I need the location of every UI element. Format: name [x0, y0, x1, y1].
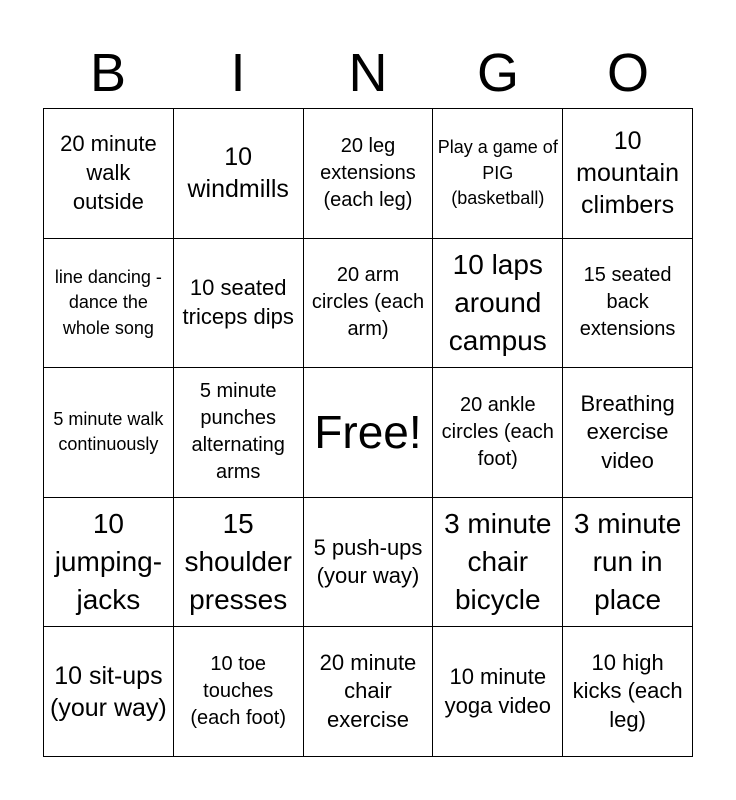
bingo-cell[interactable]: 20 leg extensions (each leg) — [304, 109, 434, 239]
bingo-cell[interactable]: 3 minute chair bicycle — [433, 498, 563, 628]
bingo-cell[interactable]: 5 minute walk continuously — [44, 368, 174, 498]
bingo-cell[interactable]: 10 sit-ups (your way) — [44, 627, 174, 757]
bingo-cell[interactable]: 10 toe touches (each foot) — [174, 627, 304, 757]
bingo-cell[interactable]: 10 seated triceps dips — [174, 239, 304, 369]
bingo-cell[interactable]: Play a game of PIG (basketball) — [433, 109, 563, 239]
bingo-cell[interactable]: 20 ankle circles (each foot) — [433, 368, 563, 498]
header-letter-n: N — [348, 43, 388, 103]
bingo-board — [43, 108, 693, 757]
bingo-cell[interactable]: Breathing exercise video — [563, 368, 693, 498]
bingo-cell[interactable]: 5 push-ups (your way) — [304, 498, 434, 628]
bingo-cell[interactable]: 10 minute yoga video — [433, 627, 563, 757]
header-letter-b: B — [89, 43, 127, 103]
bingo-cell[interactable]: 10 windmills — [174, 109, 304, 239]
bingo-cell[interactable]: 20 arm circles (each arm) — [304, 239, 434, 369]
bingo-header — [43, 38, 693, 108]
header-letter-i: I — [230, 43, 246, 103]
bingo-cell[interactable]: 15 seated back extensions — [563, 239, 693, 369]
bingo-cell[interactable]: 15 shoulder presses — [174, 498, 304, 628]
bingo-cell[interactable]: 10 laps around campus — [433, 239, 563, 369]
header-letter-o: O — [606, 43, 649, 103]
bingo-cell[interactable]: 5 minute punches alternating arms — [174, 368, 304, 498]
free-space-cell[interactable]: Free! — [304, 368, 434, 498]
header-letter-g: G — [476, 43, 519, 103]
bingo-cell[interactable]: 20 minute chair exercise — [304, 627, 434, 757]
bingo-cell[interactable]: 10 high kicks (each leg) — [563, 627, 693, 757]
bingo-cell[interactable]: line dancing -dance the whole song — [44, 239, 174, 369]
bingo-cell[interactable]: 10 jumping-jacks — [44, 498, 174, 628]
bingo-cell[interactable]: 10 mountain climbers — [563, 109, 693, 239]
bingo-cell[interactable]: 20 minute walk outside — [44, 109, 174, 239]
bingo-cell[interactable]: 3 minute run in place — [563, 498, 693, 628]
